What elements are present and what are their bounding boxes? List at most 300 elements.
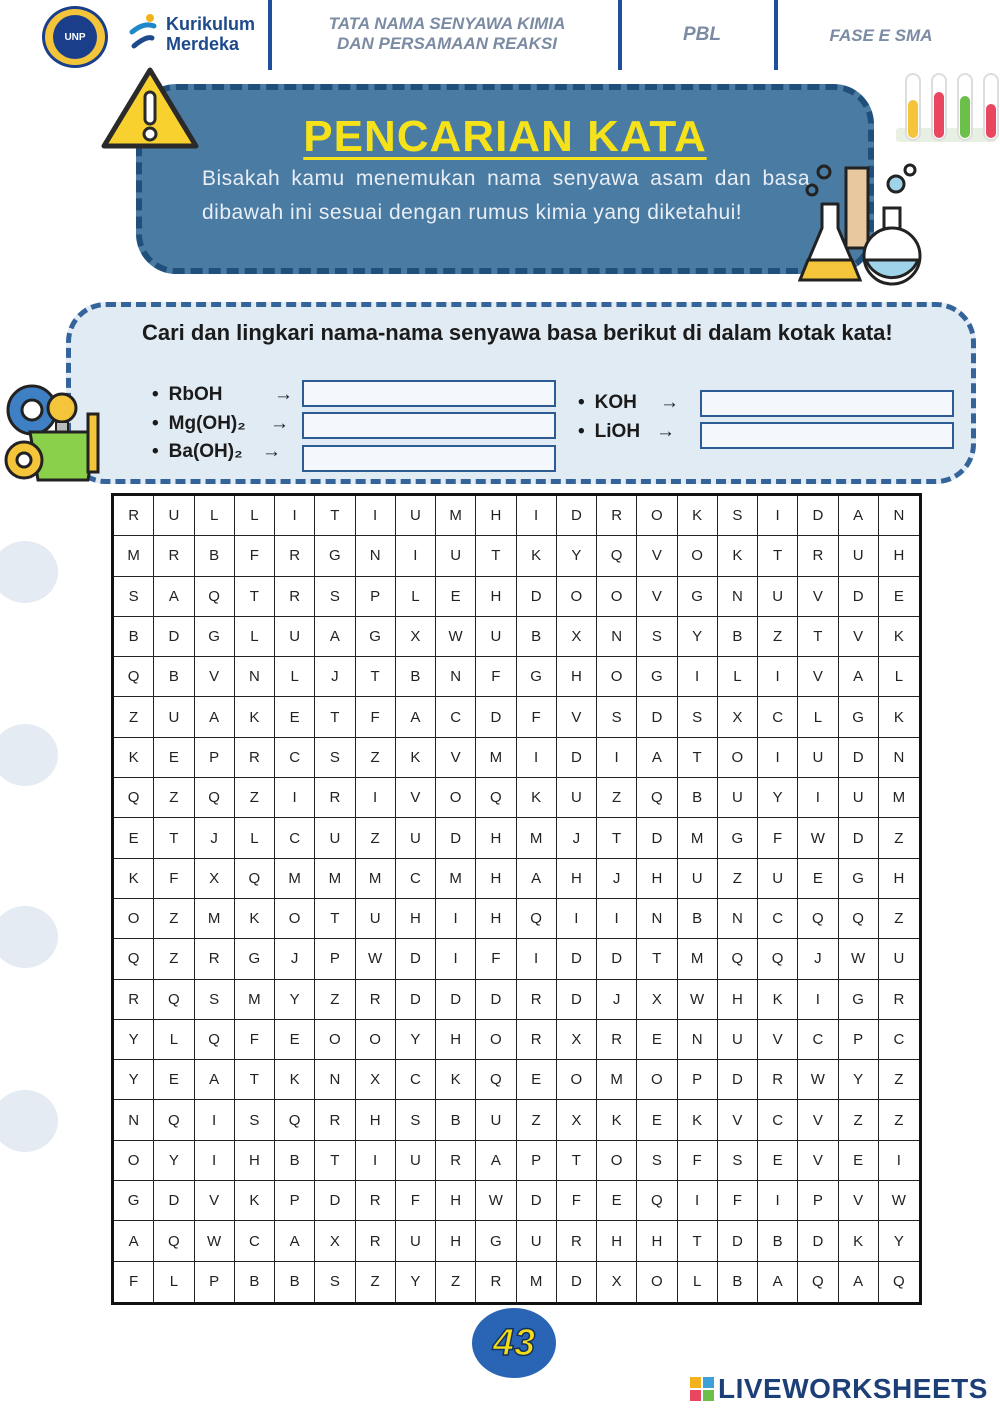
grid-cell[interactable]: B xyxy=(517,617,557,657)
grid-cell[interactable]: U xyxy=(678,859,718,899)
grid-cell[interactable]: J xyxy=(597,859,637,899)
grid-cell[interactable]: Z xyxy=(879,1100,919,1140)
grid-cell[interactable]: P xyxy=(678,1060,718,1100)
grid-cell[interactable]: N xyxy=(114,1100,154,1140)
grid-cell[interactable]: V xyxy=(798,1100,838,1140)
grid-cell[interactable]: R xyxy=(275,577,315,617)
grid-cell[interactable]: Y xyxy=(114,1020,154,1060)
grid-cell[interactable]: D xyxy=(396,939,436,979)
grid-cell[interactable]: Z xyxy=(718,859,758,899)
grid-cell[interactable]: I xyxy=(597,899,637,939)
grid-cell[interactable]: I xyxy=(597,738,637,778)
grid-cell[interactable]: J xyxy=(597,980,637,1020)
grid-cell[interactable]: Q xyxy=(476,1060,516,1100)
grid-cell[interactable]: A xyxy=(637,738,677,778)
grid-cell[interactable]: M xyxy=(315,859,355,899)
grid-cell[interactable]: D xyxy=(436,818,476,858)
grid-cell[interactable]: D xyxy=(557,1262,597,1302)
grid-cell[interactable]: Q xyxy=(637,778,677,818)
grid-cell[interactable]: Z xyxy=(356,818,396,858)
grid-cell[interactable]: D xyxy=(839,818,879,858)
grid-cell[interactable]: C xyxy=(758,697,798,737)
grid-cell[interactable]: Y xyxy=(154,1141,194,1181)
grid-cell[interactable]: R xyxy=(517,1020,557,1060)
answer-input-baoh2[interactable] xyxy=(302,445,556,472)
grid-cell[interactable]: G xyxy=(114,1181,154,1221)
grid-cell[interactable]: F xyxy=(758,818,798,858)
grid-cell[interactable]: K xyxy=(396,738,436,778)
grid-cell[interactable]: W xyxy=(436,617,476,657)
grid-cell[interactable]: A xyxy=(839,657,879,697)
grid-cell[interactable]: D xyxy=(637,697,677,737)
grid-cell[interactable]: Q xyxy=(195,1020,235,1060)
grid-cell[interactable]: E xyxy=(154,738,194,778)
grid-cell[interactable]: F xyxy=(235,536,275,576)
grid-cell[interactable]: L xyxy=(235,617,275,657)
grid-cell[interactable]: K xyxy=(678,1100,718,1140)
grid-cell[interactable]: V xyxy=(839,1181,879,1221)
grid-cell[interactable]: K xyxy=(517,536,557,576)
grid-cell[interactable]: I xyxy=(678,1181,718,1221)
grid-cell[interactable]: U xyxy=(476,617,516,657)
grid-cell[interactable]: Q xyxy=(195,778,235,818)
grid-cell[interactable]: I xyxy=(517,738,557,778)
grid-cell[interactable]: B xyxy=(275,1262,315,1302)
grid-cell[interactable]: H xyxy=(356,1100,396,1140)
grid-cell[interactable]: Y xyxy=(396,1020,436,1060)
grid-cell[interactable]: G xyxy=(195,617,235,657)
grid-cell[interactable]: U xyxy=(839,778,879,818)
grid-cell[interactable]: V xyxy=(758,1020,798,1060)
grid-cell[interactable]: X xyxy=(557,1100,597,1140)
grid-cell[interactable]: X xyxy=(557,1020,597,1060)
grid-cell[interactable]: G xyxy=(839,697,879,737)
grid-cell[interactable]: M xyxy=(436,496,476,536)
grid-cell[interactable]: J xyxy=(275,939,315,979)
grid-cell[interactable]: N xyxy=(597,617,637,657)
grid-cell[interactable]: V xyxy=(195,657,235,697)
grid-cell[interactable]: I xyxy=(798,778,838,818)
grid-cell[interactable]: L xyxy=(396,577,436,617)
grid-cell[interactable]: M xyxy=(275,859,315,899)
grid-cell[interactable]: Y xyxy=(758,778,798,818)
grid-cell[interactable]: U xyxy=(476,1100,516,1140)
grid-cell[interactable]: I xyxy=(517,496,557,536)
grid-cell[interactable]: V xyxy=(637,536,677,576)
grid-cell[interactable]: Q xyxy=(476,778,516,818)
grid-cell[interactable]: B xyxy=(195,536,235,576)
grid-cell[interactable]: Q xyxy=(154,980,194,1020)
grid-cell[interactable]: N xyxy=(235,657,275,697)
grid-cell[interactable]: Q xyxy=(154,1221,194,1261)
grid-cell[interactable]: P xyxy=(517,1141,557,1181)
grid-cell[interactable]: Z xyxy=(154,778,194,818)
grid-cell[interactable]: R xyxy=(356,980,396,1020)
grid-cell[interactable]: F xyxy=(517,697,557,737)
grid-cell[interactable]: D xyxy=(597,939,637,979)
grid-cell[interactable]: H xyxy=(597,1221,637,1261)
grid-cell[interactable]: F xyxy=(718,1181,758,1221)
grid-cell[interactable]: X xyxy=(557,617,597,657)
grid-cell[interactable]: I xyxy=(356,496,396,536)
grid-cell[interactable]: H xyxy=(396,899,436,939)
grid-cell[interactable]: L xyxy=(235,818,275,858)
grid-cell[interactable]: F xyxy=(396,1181,436,1221)
grid-cell[interactable]: B xyxy=(758,1221,798,1261)
grid-cell[interactable]: O xyxy=(275,899,315,939)
grid-cell[interactable]: D xyxy=(476,697,516,737)
grid-cell[interactable]: H xyxy=(476,818,516,858)
grid-cell[interactable]: O xyxy=(637,496,677,536)
grid-cell[interactable]: L xyxy=(879,657,919,697)
grid-cell[interactable]: I xyxy=(517,939,557,979)
grid-cell[interactable]: S xyxy=(114,577,154,617)
grid-cell[interactable]: P xyxy=(315,939,355,979)
grid-cell[interactable]: I xyxy=(758,738,798,778)
grid-cell[interactable]: R xyxy=(476,1262,516,1302)
grid-cell[interactable]: I xyxy=(396,536,436,576)
grid-cell[interactable]: C xyxy=(396,1060,436,1100)
grid-cell[interactable]: E xyxy=(517,1060,557,1100)
grid-cell[interactable]: I xyxy=(758,496,798,536)
grid-cell[interactable]: Q xyxy=(839,899,879,939)
grid-cell[interactable]: X xyxy=(356,1060,396,1100)
grid-cell[interactable]: R xyxy=(114,980,154,1020)
grid-cell[interactable]: K xyxy=(114,738,154,778)
grid-cell[interactable]: S xyxy=(718,1141,758,1181)
grid-cell[interactable]: U xyxy=(839,536,879,576)
grid-cell[interactable]: H xyxy=(718,980,758,1020)
grid-cell[interactable]: D xyxy=(718,1060,758,1100)
grid-cell[interactable]: U xyxy=(758,859,798,899)
grid-cell[interactable]: M xyxy=(235,980,275,1020)
grid-cell[interactable]: H xyxy=(879,859,919,899)
grid-cell[interactable]: Z xyxy=(235,778,275,818)
grid-cell[interactable]: D xyxy=(798,1221,838,1261)
grid-cell[interactable]: B xyxy=(235,1262,275,1302)
grid-cell[interactable]: B xyxy=(396,657,436,697)
grid-cell[interactable]: I xyxy=(436,899,476,939)
grid-cell[interactable]: G xyxy=(476,1221,516,1261)
grid-cell[interactable]: K xyxy=(235,1181,275,1221)
grid-cell[interactable]: Z xyxy=(879,1060,919,1100)
grid-cell[interactable]: C xyxy=(798,1020,838,1060)
grid-cell[interactable]: P xyxy=(798,1181,838,1221)
grid-cell[interactable]: M xyxy=(476,738,516,778)
grid-cell[interactable]: R xyxy=(315,778,355,818)
grid-cell[interactable]: K xyxy=(879,617,919,657)
grid-cell[interactable]: B xyxy=(718,617,758,657)
grid-cell[interactable]: C xyxy=(758,1100,798,1140)
grid-cell[interactable]: F xyxy=(235,1020,275,1060)
grid-cell[interactable]: D xyxy=(154,617,194,657)
grid-cell[interactable]: O xyxy=(114,899,154,939)
grid-cell[interactable]: T xyxy=(315,1141,355,1181)
grid-cell[interactable]: K xyxy=(879,697,919,737)
grid-cell[interactable]: Y xyxy=(879,1221,919,1261)
grid-cell[interactable]: P xyxy=(356,577,396,617)
grid-cell[interactable]: K xyxy=(839,1221,879,1261)
grid-cell[interactable]: Q xyxy=(275,1100,315,1140)
grid-cell[interactable]: I xyxy=(879,1141,919,1181)
grid-cell[interactable]: Z xyxy=(517,1100,557,1140)
grid-cell[interactable]: X xyxy=(718,697,758,737)
grid-cell[interactable]: N xyxy=(315,1060,355,1100)
grid-cell[interactable]: I xyxy=(195,1100,235,1140)
grid-cell[interactable]: X xyxy=(597,1262,637,1302)
grid-cell[interactable]: Q xyxy=(195,577,235,617)
grid-cell[interactable]: R xyxy=(356,1181,396,1221)
grid-cell[interactable]: Q xyxy=(893,1273,905,1291)
grid-cell[interactable]: O xyxy=(315,1020,355,1060)
grid-cell[interactable]: P xyxy=(195,738,235,778)
grid-cell[interactable]: O xyxy=(356,1020,396,1060)
grid-cell[interactable]: S xyxy=(396,1100,436,1140)
grid-cell[interactable]: G xyxy=(839,859,879,899)
grid-cell[interactable]: T xyxy=(678,738,718,778)
grid-cell[interactable]: T xyxy=(637,939,677,979)
grid-cell[interactable]: S xyxy=(315,577,355,617)
grid-cell[interactable]: H xyxy=(436,1221,476,1261)
grid-cell[interactable]: V xyxy=(195,1181,235,1221)
grid-cell[interactable]: D xyxy=(557,939,597,979)
grid-cell[interactable]: A xyxy=(114,1221,154,1261)
grid-cell[interactable]: X xyxy=(315,1221,355,1261)
grid-cell[interactable]: L xyxy=(154,1262,194,1302)
grid-cell[interactable]: E xyxy=(275,1020,315,1060)
word-search-grid[interactable] xyxy=(111,493,922,1305)
answer-input-koh[interactable] xyxy=(700,390,954,417)
grid-cell[interactable]: T xyxy=(315,697,355,737)
grid-cell[interactable]: L xyxy=(798,697,838,737)
grid-cell[interactable]: T xyxy=(798,617,838,657)
grid-cell[interactable]: S xyxy=(678,697,718,737)
grid-cell[interactable]: U xyxy=(275,617,315,657)
grid-cell[interactable]: N xyxy=(879,496,919,536)
grid-cell[interactable]: U xyxy=(436,536,476,576)
grid-cell[interactable]: L xyxy=(678,1262,718,1302)
grid-cell[interactable]: K xyxy=(517,778,557,818)
grid-cell[interactable]: H xyxy=(436,1181,476,1221)
grid-cell[interactable]: O xyxy=(597,1141,637,1181)
grid-cell[interactable]: S xyxy=(315,1262,355,1302)
grid-cell[interactable]: U xyxy=(718,1020,758,1060)
grid-cell[interactable]: Z xyxy=(879,818,919,858)
grid-cell[interactable]: V xyxy=(557,697,597,737)
grid-cell[interactable]: D xyxy=(517,1181,557,1221)
grid-cell[interactable]: Z xyxy=(879,899,919,939)
grid-cell[interactable]: F xyxy=(476,657,516,697)
grid-cell[interactable]: I xyxy=(557,899,597,939)
grid-cell[interactable]: S xyxy=(597,697,637,737)
grid-cell[interactable]: L xyxy=(718,657,758,697)
grid-cell[interactable]: O xyxy=(678,536,718,576)
grid-cell[interactable]: E xyxy=(275,697,315,737)
grid-cell[interactable]: L xyxy=(275,657,315,697)
grid-cell[interactable]: H xyxy=(637,1221,677,1261)
grid-cell[interactable]: Z xyxy=(154,899,194,939)
grid-cell[interactable]: O xyxy=(557,577,597,617)
grid-cell[interactable]: R xyxy=(597,496,637,536)
grid-cell[interactable]: U xyxy=(396,818,436,858)
grid-cell[interactable]: D xyxy=(396,980,436,1020)
grid-cell[interactable]: Q xyxy=(114,939,154,979)
grid-cell[interactable]: B xyxy=(275,1141,315,1181)
grid-cell[interactable]: A xyxy=(195,1060,235,1100)
grid-cell[interactable]: V xyxy=(798,1141,838,1181)
grid-cell[interactable]: Q xyxy=(718,939,758,979)
grid-cell[interactable]: A xyxy=(195,697,235,737)
grid-cell[interactable]: G xyxy=(718,818,758,858)
grid-cell[interactable]: T xyxy=(315,899,355,939)
grid-cell[interactable]: U xyxy=(356,899,396,939)
grid-cell[interactable]: G xyxy=(315,536,355,576)
grid-cell[interactable]: V xyxy=(839,617,879,657)
grid-cell[interactable]: I xyxy=(798,980,838,1020)
grid-cell[interactable]: I xyxy=(758,657,798,697)
grid-cell[interactable]: R xyxy=(235,738,275,778)
grid-cell[interactable]: U xyxy=(154,697,194,737)
grid-cell[interactable]: S xyxy=(637,1141,677,1181)
grid-cell[interactable]: U xyxy=(396,1221,436,1261)
grid-cell[interactable]: I xyxy=(275,778,315,818)
grid-cell[interactable]: H xyxy=(557,859,597,899)
grid-cell[interactable]: Y xyxy=(557,536,597,576)
grid-cell[interactable]: F xyxy=(678,1141,718,1181)
grid-cell[interactable]: N xyxy=(436,657,476,697)
grid-cell[interactable]: T xyxy=(678,1221,718,1261)
grid-cell[interactable]: R xyxy=(275,536,315,576)
grid-cell[interactable]: I xyxy=(436,939,476,979)
grid-cell[interactable]: U xyxy=(517,1221,557,1261)
grid-cell[interactable]: Q xyxy=(235,859,275,899)
grid-cell[interactable]: Q xyxy=(798,899,838,939)
grid-cell[interactable]: H xyxy=(436,1020,476,1060)
grid-cell[interactable]: Z xyxy=(114,697,154,737)
grid-cell[interactable]: L xyxy=(154,1020,194,1060)
grid-cell[interactable]: P xyxy=(839,1020,879,1060)
grid-cell[interactable]: I xyxy=(195,1141,235,1181)
grid-cell[interactable]: T xyxy=(235,577,275,617)
grid-cell[interactable]: T xyxy=(557,1141,597,1181)
grid-cell[interactable]: A xyxy=(839,496,879,536)
grid-cell[interactable]: E xyxy=(798,859,838,899)
grid-cell[interactable]: M xyxy=(517,1262,557,1302)
grid-cell[interactable]: D xyxy=(517,577,557,617)
grid-cell[interactable]: C xyxy=(235,1221,275,1261)
grid-cell[interactable]: S xyxy=(637,617,677,657)
grid-cell[interactable]: M xyxy=(678,939,718,979)
grid-cell[interactable]: H xyxy=(879,536,919,576)
grid-cell[interactable]: H xyxy=(235,1141,275,1181)
grid-cell[interactable]: Z xyxy=(315,980,355,1020)
grid-cell[interactable]: R xyxy=(879,980,919,1020)
grid-cell[interactable]: Q xyxy=(597,536,637,576)
grid-cell[interactable]: W xyxy=(798,1060,838,1100)
liveworksheets-logo[interactable] xyxy=(690,1374,988,1404)
grid-cell[interactable]: F xyxy=(557,1181,597,1221)
grid-cell[interactable]: T xyxy=(476,536,516,576)
grid-cell[interactable]: M xyxy=(356,859,396,899)
grid-cell[interactable]: W xyxy=(678,980,718,1020)
grid-cell[interactable]: E xyxy=(597,1181,637,1221)
grid-cell[interactable]: M xyxy=(195,899,235,939)
grid-cell[interactable]: Z xyxy=(356,738,396,778)
grid-cell[interactable]: Y xyxy=(114,1060,154,1100)
grid-cell[interactable]: S xyxy=(195,980,235,1020)
grid-cell[interactable]: U xyxy=(798,738,838,778)
grid-cell[interactable]: R xyxy=(154,536,194,576)
grid-cell[interactable]: A xyxy=(476,1141,516,1181)
grid-cell[interactable]: R xyxy=(517,980,557,1020)
grid-cell[interactable]: H xyxy=(476,577,516,617)
grid-cell[interactable]: O xyxy=(597,657,637,697)
grid-cell[interactable]: I xyxy=(275,496,315,536)
grid-cell[interactable]: Y xyxy=(678,617,718,657)
grid-cell[interactable]: W xyxy=(476,1181,516,1221)
grid-cell[interactable]: I xyxy=(678,657,718,697)
grid-cell[interactable]: Z xyxy=(597,778,637,818)
grid-cell[interactable]: R xyxy=(195,939,235,979)
grid-cell[interactable]: U xyxy=(758,577,798,617)
grid-cell[interactable]: W xyxy=(879,1181,919,1221)
grid-cell[interactable]: D xyxy=(436,980,476,1020)
grid-cell[interactable]: W xyxy=(195,1221,235,1261)
grid-cell[interactable]: E xyxy=(114,818,154,858)
answer-input-mgoh2[interactable] xyxy=(302,412,556,439)
grid-cell[interactable]: D xyxy=(557,980,597,1020)
grid-cell[interactable]: Q xyxy=(758,939,798,979)
grid-cell[interactable]: B xyxy=(718,1262,758,1302)
grid-cell[interactable]: L xyxy=(235,496,275,536)
grid-cell[interactable]: E xyxy=(154,1060,194,1100)
grid-cell[interactable]: N xyxy=(678,1020,718,1060)
grid-cell[interactable]: N xyxy=(718,577,758,617)
grid-cell[interactable]: O xyxy=(637,1060,677,1100)
grid-cell[interactable]: H xyxy=(476,899,516,939)
grid-cell[interactable]: E xyxy=(637,1100,677,1140)
grid-cell[interactable]: T xyxy=(356,657,396,697)
grid-cell[interactable]: Z xyxy=(356,1262,396,1302)
grid-cell[interactable]: D xyxy=(476,980,516,1020)
grid-cell[interactable]: D xyxy=(637,818,677,858)
grid-cell[interactable]: U xyxy=(718,778,758,818)
grid-cell[interactable]: D xyxy=(718,1221,758,1261)
grid-cell[interactable]: O xyxy=(436,778,476,818)
grid-cell[interactable]: E xyxy=(839,1141,879,1181)
grid-cell[interactable]: L xyxy=(195,496,235,536)
grid-cell[interactable]: D xyxy=(798,496,838,536)
grid-cell[interactable]: R xyxy=(597,1020,637,1060)
grid-cell[interactable]: A xyxy=(517,859,557,899)
grid-cell[interactable]: C xyxy=(879,1020,919,1060)
grid-cell[interactable]: R xyxy=(436,1141,476,1181)
grid-cell[interactable]: Y xyxy=(275,980,315,1020)
grid-cell[interactable]: U xyxy=(879,939,919,979)
grid-cell[interactable]: Q xyxy=(637,1181,677,1221)
answer-input-rboh[interactable] xyxy=(302,380,556,407)
grid-cell[interactable]: U xyxy=(557,778,597,818)
grid-cell[interactable]: T xyxy=(758,536,798,576)
grid-cell[interactable]: Y xyxy=(396,1262,436,1302)
grid-cell[interactable]: A xyxy=(839,1262,879,1302)
grid-cell[interactable]: V xyxy=(718,1100,758,1140)
grid-cell[interactable]: Q xyxy=(114,778,154,818)
grid-cell[interactable]: G xyxy=(678,577,718,617)
grid-cell[interactable]: A xyxy=(396,697,436,737)
grid-cell[interactable]: Q xyxy=(798,1262,838,1302)
grid-cell[interactable]: E xyxy=(758,1141,798,1181)
